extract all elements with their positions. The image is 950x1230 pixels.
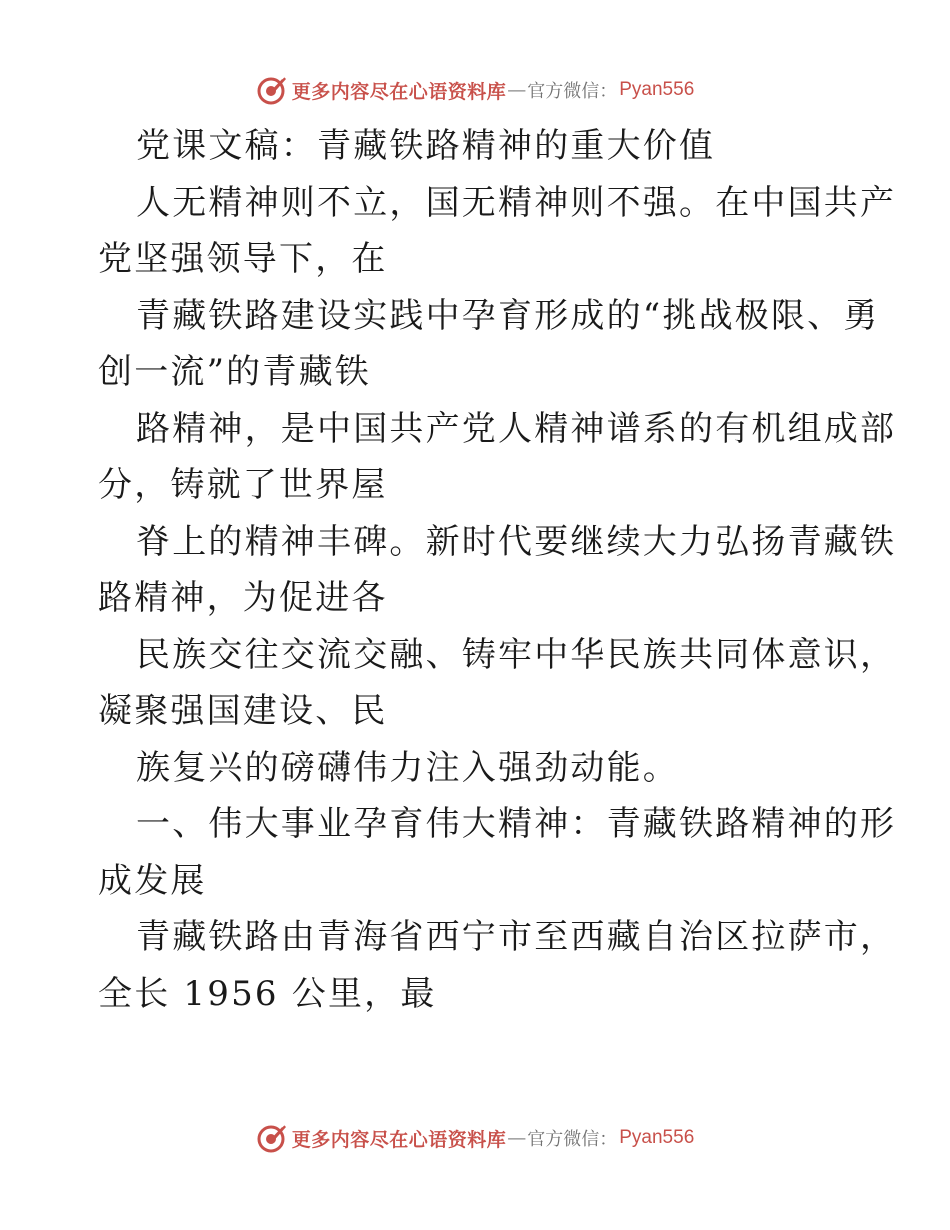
banner-wechat-id: Pyan556 [619, 79, 695, 100]
banner-dash: — [507, 1127, 527, 1149]
paragraph-line: 青藏铁路由青海省西宁市至西藏自治区拉萨市， [136, 917, 897, 957]
banner-label: 官方微信： [527, 1129, 618, 1150]
document-body [98, 118, 897, 1022]
paragraph-line: 路精神，是中国共产党人精神谱系的有机组成部 [136, 408, 897, 449]
banner-label: 官方微信： [527, 81, 618, 102]
paragraph-line: 族复兴的磅礴伟力注入强劲动能。 [136, 747, 679, 788]
header-banner [0, 70, 950, 110]
banner-main-text: 更多内容尽在心语资料库 [291, 1128, 507, 1151]
paragraph-line: 创一流”的青藏铁 [98, 352, 371, 392]
banner-wechat-id: Pyan556 [619, 1127, 695, 1148]
footer-banner [0, 1118, 950, 1158]
quill-logo-icon [256, 1122, 288, 1154]
paragraph-line: 脊上的精神丰碑。新时代要继续大力弘扬青藏铁 [136, 521, 897, 562]
paragraph-line: 民族交往交流交融、铸牢中华民族共同体意识， [136, 634, 897, 675]
quill-logo-icon [256, 74, 288, 106]
document-title: 党课文稿：青藏铁路精神的重大价值 [136, 126, 716, 166]
paragraph-line: 分，铸就了世界屋 [98, 465, 388, 505]
paragraph-line: 人无精神则不立，国无精神则不强。在中国共产 [136, 182, 897, 223]
paragraph-line: 全长 1956 公里，最 [98, 973, 437, 1014]
paragraph-line: 青藏铁路建设实践中孕育形成的“挑战极限、勇 [136, 295, 880, 336]
paragraph-line: 路精神，为促进各 [98, 578, 388, 618]
section-heading: 一、伟大事业孕育伟大精神：青藏铁路精神的形 [136, 804, 897, 844]
paragraph-line: 党坚强领导下，在 [98, 239, 388, 279]
paragraph-line: 凝聚强国建设、民 [98, 691, 388, 731]
banner-main-text: 更多内容尽在心语资料库 [291, 80, 507, 103]
section-heading-cont: 成发展 [98, 860, 207, 901]
banner-dash: — [507, 79, 527, 101]
